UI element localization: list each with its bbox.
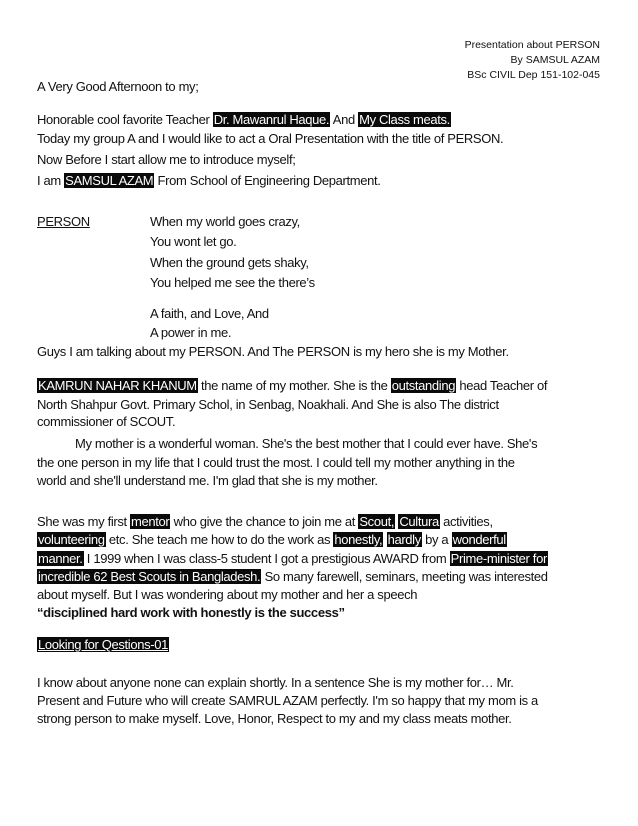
hardly-highlight: hardly [387,532,421,547]
poem-line: You helped me see the there’s [150,275,315,290]
closing-line: I know about anyone none can explain shortly. In a sentence She is my mother for… Mr. [37,675,514,690]
text: From School of Engineering Department. [154,173,381,188]
honestly-highlight: honestly, [334,532,383,547]
header-title: Presentation about PERSON [464,39,600,51]
document-header [465,38,600,83]
mentor-line [37,551,548,566]
teacher-name-highlight: Dr. Mawanrul Haque. [213,112,330,127]
poem-label: PERSON [37,214,90,229]
award-highlight: incredible 62 Best Scouts in Bangladesh. [38,569,261,584]
text: the name of my mother. She is the [197,378,391,393]
cultura-highlight: Cultura [399,514,439,529]
mentor-line [37,514,493,529]
poem-line: When my world goes crazy, [150,214,300,229]
text: who give the chance to join me at [170,514,359,529]
closing-line: Present and Future who will create SAMRUL AZAM perfectly. I'm so happy that my mom is a [37,693,538,708]
text: So many farewell, seminars, meeting was interested [261,569,548,584]
poem-line: You wont let go. [150,234,237,249]
paragraph-line: My mother is a wonderful woman. She's the best mother that I could ever have. She's [75,436,538,451]
text: head Teacher of [456,378,548,393]
author-name-highlight: SAMSUL AZAM [65,173,154,188]
mentor-line [37,532,507,547]
poem-line: A power in me. [150,325,232,340]
text: I 1999 when I was class-5 student I got a prestigious AWARD from [83,551,450,566]
mentor-line [37,569,548,584]
wonderful-highlight: wonderful [452,532,506,547]
text: Honorable cool favorite Teacher [37,112,213,127]
questions-heading [37,637,169,652]
text: by a [421,532,452,547]
text: activities, [439,514,493,529]
mentor-highlight: mentor [131,514,170,529]
intro-line: Now Before I start allow me to introduce myself; [37,152,296,167]
paragraph-line: world and she'll understand me. I'm glad that she is my mother. [37,473,378,488]
mother-name-highlight: KAMRUN NAHAR KHANUM [38,378,197,393]
text: I am [37,173,65,188]
mother-line: commissioner of SCOUT. [37,414,176,429]
text: etc. She teach me how to do the work as [105,532,334,547]
manner-highlight: manner. [38,551,83,566]
mentor-line: about myself. But I was wondering about my mother and her a speech [37,587,418,602]
outstanding-highlight: outstanding [391,378,456,393]
self-intro-line [37,173,381,188]
speech-quote: “disciplined hard work with honestly is the success” [37,605,345,620]
questions-heading-highlight: Looking for Qestions-01 [38,637,168,652]
poem-line: A faith, and Love, And [150,306,269,321]
scout-highlight: Scout, [359,514,395,529]
paragraph-line: the one person in my life that I could trust the most. I could tell my mother anything in the [37,455,515,470]
poem-line: When the ground gets shaky, [150,255,309,270]
volunteering-highlight: volunteering [38,532,105,547]
hero-line: Guys I am talking about my PERSON. And The PERSON is my hero she is my Mother. [37,344,509,359]
prime-minister-highlight: Prime-minister for [450,551,547,566]
text: And [330,112,359,127]
class-highlight: My Class meats. [359,112,450,127]
mother-line: North Shahpur Govt. Primary Schol, in Senbag, Noakhali. And She is also The district [37,397,499,412]
honorific-line [37,112,451,127]
header-author: By SAMSUL AZAM [510,54,600,66]
mother-line [37,378,547,393]
intro-line: Today my group A and I would like to act a Oral Presentation with the title of PERSON. [37,131,504,146]
closing-line: strong person to make myself. Love, Honor, Respect to my and my class meats mother. [37,711,512,726]
greeting-line: A Very Good Afternoon to my; [37,79,199,94]
header-department-id: BSc CIVIL Dep 151-102-045 [467,69,600,81]
text: She was my first [37,514,131,529]
